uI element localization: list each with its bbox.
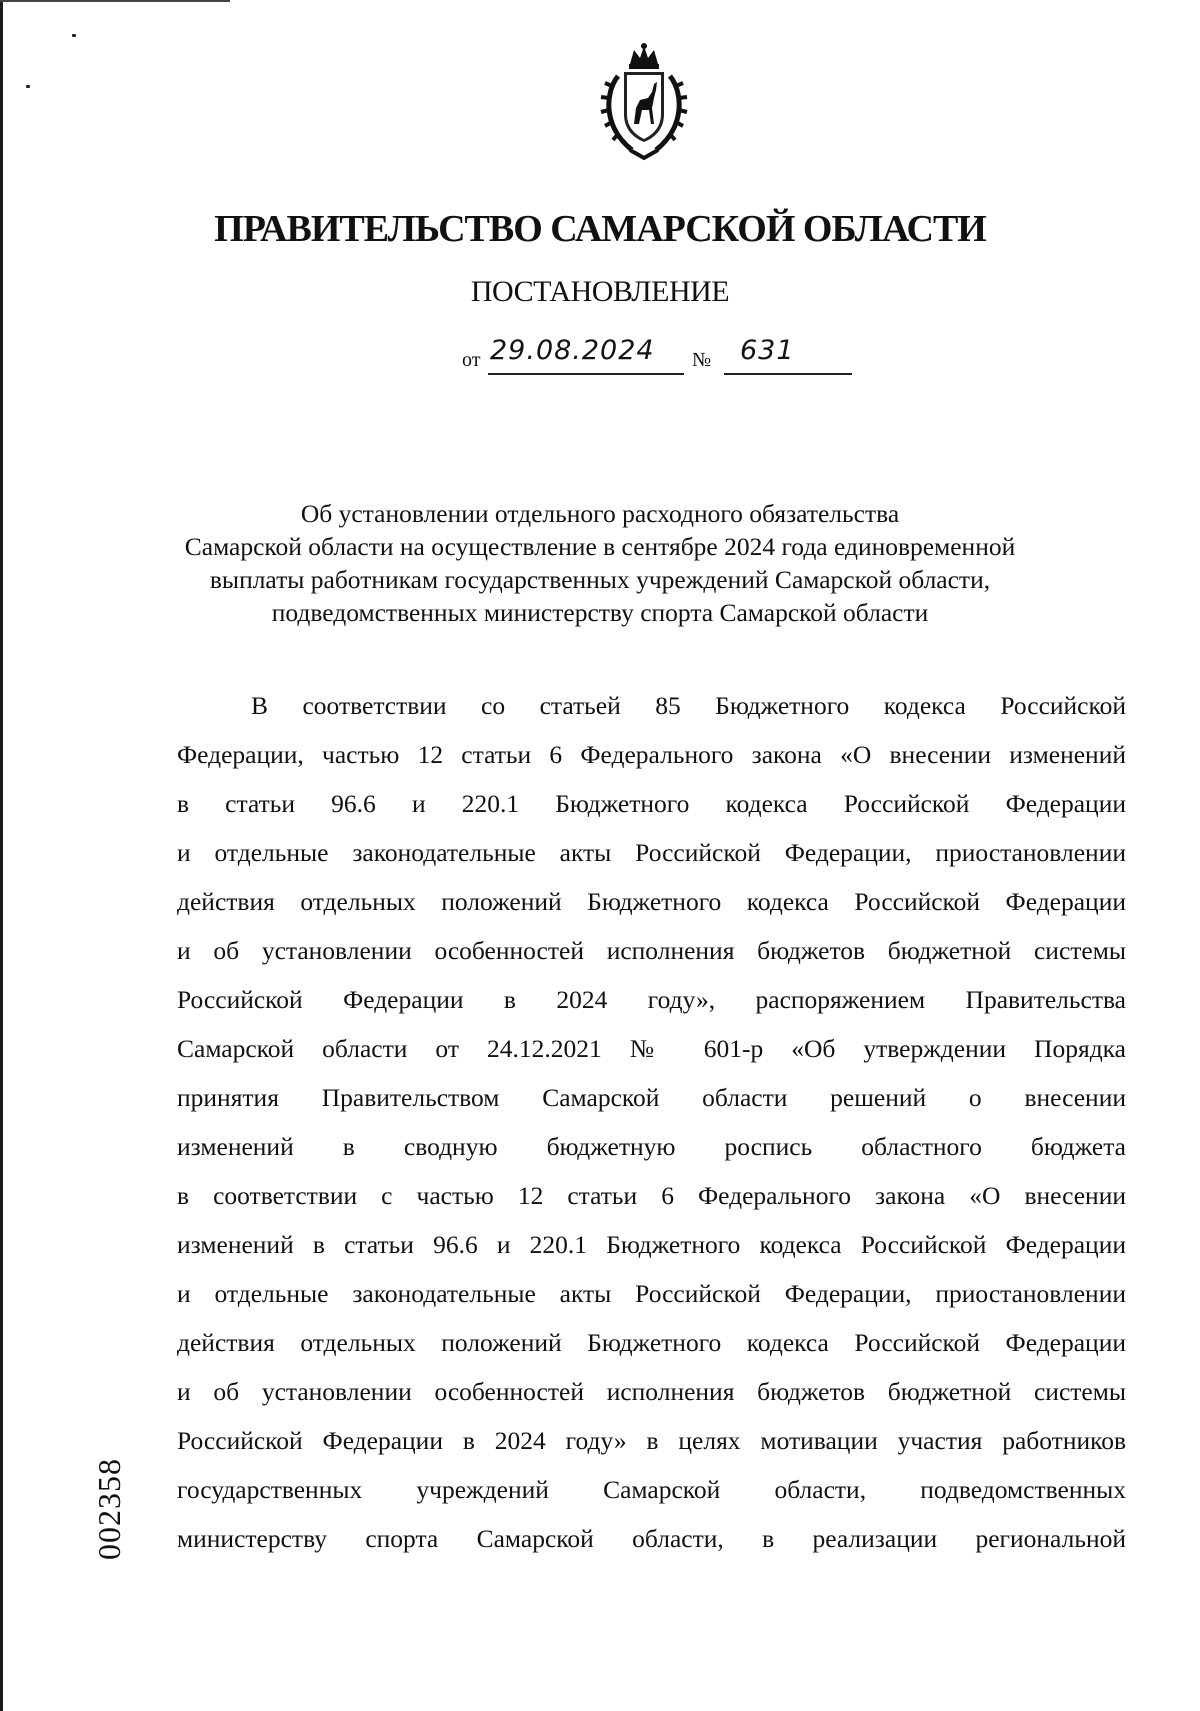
date-underline <box>488 373 684 375</box>
date-number-line <box>462 335 862 375</box>
number-underline <box>724 373 852 375</box>
body-line: Российской Федерации в 2024 году» в целях мотивации участия работников <box>177 1426 1126 1455</box>
body-line: В соответствии со статьей 85 Бюджетного кодекса Российской <box>251 691 1126 720</box>
scan-edge <box>0 0 3 1711</box>
scan-speck <box>72 34 76 37</box>
coat-of-arms-icon <box>596 42 692 162</box>
body-line: Самарской области от 24.12.2021 № 601-р «Об утверждении Порядка <box>177 1034 1126 1063</box>
scan-speck <box>26 85 30 88</box>
body-line: и об установлении особенностей исполнения бюджетов бюджетной системы <box>177 1377 1126 1406</box>
scan-edge-top <box>0 0 230 2</box>
body-line: изменений в сводную бюджетную роспись областного бюджета <box>177 1132 1126 1161</box>
handwritten-number: 631 <box>740 335 795 366</box>
margin-serial-number: 002358 <box>91 1458 127 1560</box>
document-subject <box>150 497 1050 629</box>
body-line: министерству спорта Самарской области, в реализации региональной <box>177 1524 1126 1553</box>
organization-title: ПРАВИТЕЛЬСТВО САМАРСКОЙ ОБЛАСТИ <box>214 208 986 250</box>
document-type: ПОСТАНОВЛЕНИЕ <box>470 275 730 308</box>
subject-line: выплаты работникам государственных учреждений Самарской области, <box>209 565 991 594</box>
body-line: государственных учреждений Самарской области, подведомственных <box>177 1475 1126 1504</box>
subject-line: Самарской области на осуществление в сентябре 2024 года единовременной <box>184 532 1016 561</box>
date-prefix: от <box>462 349 481 371</box>
body-line: и отдельные законодательные акты Российской Федерации, приостановлении <box>177 838 1126 867</box>
body-line: Федерации, частью 12 статьи 6 Федерального закона «О внесении изменений <box>177 740 1126 769</box>
handwritten-date: 29.08.2024 <box>490 335 655 366</box>
body-line: изменений в статьи 96.6 и 220.1 Бюджетного кодекса Российской Федерации <box>177 1230 1126 1259</box>
document-body <box>177 681 1126 1563</box>
body-line: в статьи 96.6 и 220.1 Бюджетного кодекса Российской Федерации <box>177 789 1126 818</box>
number-prefix: № <box>692 349 712 371</box>
subject-line: Об установлении отдельного расходного обязательства <box>300 499 900 528</box>
body-line: в соответствии с частью 12 статьи 6 Федерального закона «О внесении <box>177 1181 1126 1210</box>
body-line: и отдельные законодательные акты Российской Федерации, приостановлении <box>177 1279 1126 1308</box>
body-line: принятия Правительством Самарской области решений о внесении <box>177 1083 1126 1112</box>
subject-line: подведомственных министерству спорта Самарской области <box>271 598 929 627</box>
body-line: Российской Федерации в 2024 году», распоряжением Правительства <box>177 985 1126 1014</box>
body-line: и об установлении особенностей исполнения бюджетов бюджетной системы <box>177 936 1126 965</box>
body-line: действия отдельных положений Бюджетного кодекса Российской Федерации <box>177 887 1126 916</box>
body-line: действия отдельных положений Бюджетного кодекса Российской Федерации <box>177 1328 1126 1357</box>
